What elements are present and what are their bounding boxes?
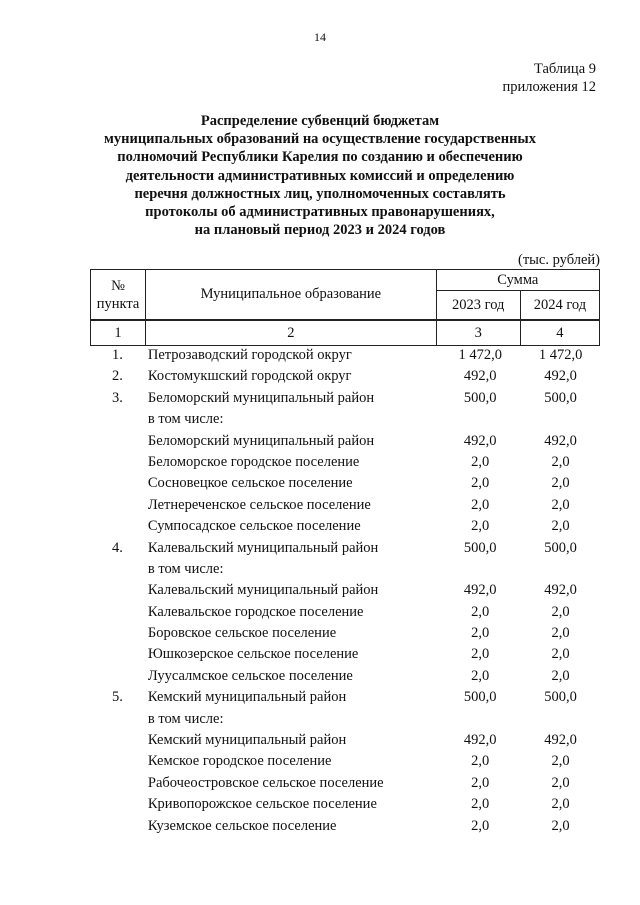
row-number <box>90 580 145 601</box>
amount-2023: 2,0 <box>471 774 490 791</box>
title-line: на плановый период 2023 и 2024 годов <box>194 222 446 239</box>
amount-2024: 2,0 <box>551 817 570 834</box>
amount-2023: 500,0 <box>463 389 497 406</box>
table-row <box>90 495 600 516</box>
amount-2023: 2,0 <box>471 518 490 535</box>
row-number <box>90 516 145 537</box>
column-index: 3 <box>436 321 520 346</box>
amount-2023: 2,0 <box>471 496 490 513</box>
table-row <box>90 580 600 601</box>
amount-2023 <box>439 409 521 430</box>
row-number <box>90 666 145 687</box>
amount-2023: 492,0 <box>463 732 497 749</box>
amount-2024: 500,0 <box>544 689 577 706</box>
amount-2024: 492,0 <box>544 368 577 385</box>
amount-2023 <box>439 559 521 580</box>
table-row <box>90 473 600 494</box>
amount-2024: 1 472,0 <box>538 347 583 363</box>
municipality-name: Беломорское городское поселение <box>147 453 360 470</box>
municipality-name: в том числе: <box>147 411 224 428</box>
municipality-name: Костомукшский городской округ <box>147 368 352 385</box>
amount-2024 <box>521 559 600 580</box>
row-number <box>90 431 145 452</box>
amount-2024: 2,0 <box>551 753 570 770</box>
table-row <box>90 538 600 559</box>
amount-2023: 2,0 <box>471 453 490 470</box>
amount-2024: 2,0 <box>551 625 570 642</box>
amount-2023: 2,0 <box>471 475 490 492</box>
municipality-name: Калевальский муниципальный район <box>147 539 379 556</box>
amount-2024: 2,0 <box>551 796 570 813</box>
amount-2023: 2,0 <box>471 625 490 642</box>
table-row <box>90 345 600 366</box>
row-number <box>90 602 145 623</box>
row-number: 1. <box>112 347 123 363</box>
municipality-name: Юшкозерское сельское поселение <box>147 646 359 663</box>
title-line: деятельности административных комиссий и определению <box>125 167 515 184</box>
row-number <box>90 730 145 751</box>
header-year-2023: 2023 год <box>436 291 520 320</box>
row-number: 2. <box>112 368 123 385</box>
table-row <box>90 730 600 751</box>
column-index: 1 <box>91 321 146 346</box>
municipality-name: Кемский муниципальный район <box>147 732 347 749</box>
table-row <box>90 666 600 687</box>
row-number <box>90 623 145 644</box>
header-year-2024: 2024 год <box>520 291 599 320</box>
row-number <box>90 452 145 473</box>
title-line: полномочий Республики Карелия по созданию и обеспечению <box>117 149 523 166</box>
municipality-name: Луусалмское сельское поселение <box>147 667 353 684</box>
table-row <box>90 409 600 430</box>
table-row <box>90 623 600 644</box>
title-line: Распределение субвенций бюджетам <box>200 113 440 129</box>
municipality-name: Летнереченское сельское поселение <box>147 496 371 513</box>
header-number-symbol: № <box>111 277 125 294</box>
municipality-name: Беломорский муниципальный район <box>147 432 375 449</box>
title-line: протоколы об административных правонарушениях, <box>145 204 495 221</box>
municipality-name: Калевальское городское поселение <box>147 603 364 620</box>
municipality-name: Рабочеостровское сельское поселение <box>147 774 384 791</box>
table-row <box>90 794 600 815</box>
row-number <box>90 495 145 516</box>
amount-2024: 2,0 <box>551 667 570 684</box>
header-number-label: пункта <box>96 295 140 312</box>
title-line: перечня должностных лиц, уполномоченных составлять <box>134 185 506 202</box>
document-title <box>60 112 580 239</box>
amount-2023: 492,0 <box>463 582 497 599</box>
municipality-name: в том числе: <box>147 560 224 577</box>
table-body <box>90 345 600 837</box>
amount-2024: 500,0 <box>544 539 577 556</box>
amount-2023: 500,0 <box>463 539 497 556</box>
row-number <box>90 709 145 730</box>
table-row <box>90 366 600 387</box>
amount-2023: 500,0 <box>463 689 497 706</box>
header-sum: Сумма <box>436 270 599 291</box>
table-row <box>90 516 600 537</box>
amount-2024: 492,0 <box>544 432 577 449</box>
table-row <box>90 816 600 837</box>
municipality-name: Кемский муниципальный район <box>147 689 347 706</box>
amount-2023 <box>439 709 521 730</box>
row-number <box>90 473 145 494</box>
amount-2023: 2,0 <box>471 753 490 770</box>
amount-2024: 2,0 <box>551 646 570 663</box>
amount-2023: 492,0 <box>463 368 497 385</box>
amount-2024: 2,0 <box>551 496 570 513</box>
amount-2023: 2,0 <box>471 817 490 834</box>
row-number <box>90 751 145 772</box>
row-number: 3. <box>112 389 123 406</box>
amount-2023: 2,0 <box>471 646 490 663</box>
amount-2023: 2,0 <box>471 667 490 684</box>
amount-2023: 1 472,0 <box>458 347 502 363</box>
amount-2024: 492,0 <box>544 732 577 749</box>
appendix-reference: приложения 12 <box>502 79 596 95</box>
table-row <box>90 559 600 580</box>
municipality-name: Кривопорожское сельское поселение <box>147 796 377 813</box>
table-row <box>90 452 600 473</box>
municipality-name: Сосновецкое сельское поселение <box>147 475 353 492</box>
row-number <box>90 644 145 665</box>
municipality-name: Петрозаводский городской округ <box>147 347 352 363</box>
municipality-name: в том числе: <box>147 710 224 727</box>
amount-2024: 2,0 <box>551 603 570 620</box>
municipality-name: Беломорский муниципальный район <box>147 389 375 406</box>
title-line: муниципальных образований на осуществление государственных <box>103 131 537 148</box>
table-row <box>90 773 600 794</box>
amount-2024: 2,0 <box>551 453 570 470</box>
amount-2024: 2,0 <box>551 774 570 791</box>
amount-2024: 492,0 <box>544 582 577 599</box>
row-number <box>90 773 145 794</box>
row-number: 4. <box>112 539 123 556</box>
row-number <box>90 794 145 815</box>
page-number: 14 <box>314 30 326 44</box>
amount-2024 <box>521 409 600 430</box>
table-reference <box>503 60 596 96</box>
table-row <box>90 751 600 772</box>
amount-2024: 500,0 <box>544 389 577 406</box>
table-number: Таблица 9 <box>533 61 596 77</box>
municipality-name: Кемское городское поселение <box>147 753 332 770</box>
unit-note: (тыс. рублей) <box>518 252 600 268</box>
row-number <box>90 559 145 580</box>
row-number <box>90 816 145 837</box>
column-index: 4 <box>520 321 599 346</box>
table-row <box>90 602 600 623</box>
municipality-name: Боровское сельское поселение <box>147 625 337 642</box>
amount-2023: 2,0 <box>471 796 490 813</box>
row-number <box>90 409 145 430</box>
table-header <box>90 269 600 346</box>
table-row <box>90 709 600 730</box>
column-index: 2 <box>146 321 437 346</box>
municipality-name: Сумпосадское сельское поселение <box>147 518 361 535</box>
amount-2023: 492,0 <box>463 432 497 449</box>
table-row <box>90 388 600 409</box>
table-row <box>90 431 600 452</box>
row-number: 5. <box>112 689 123 706</box>
header-number-cell <box>91 270 146 320</box>
table-row <box>90 687 600 708</box>
municipality-name: Куземское сельское поселение <box>147 817 337 834</box>
municipality-name: Калевальский муниципальный район <box>147 582 379 599</box>
header-municipality: Муниципальное образование <box>146 270 437 320</box>
amount-2023: 2,0 <box>471 603 490 620</box>
amount-2024: 2,0 <box>551 518 570 535</box>
amount-2024 <box>521 709 600 730</box>
amount-2024: 2,0 <box>551 475 570 492</box>
table-row <box>90 644 600 665</box>
